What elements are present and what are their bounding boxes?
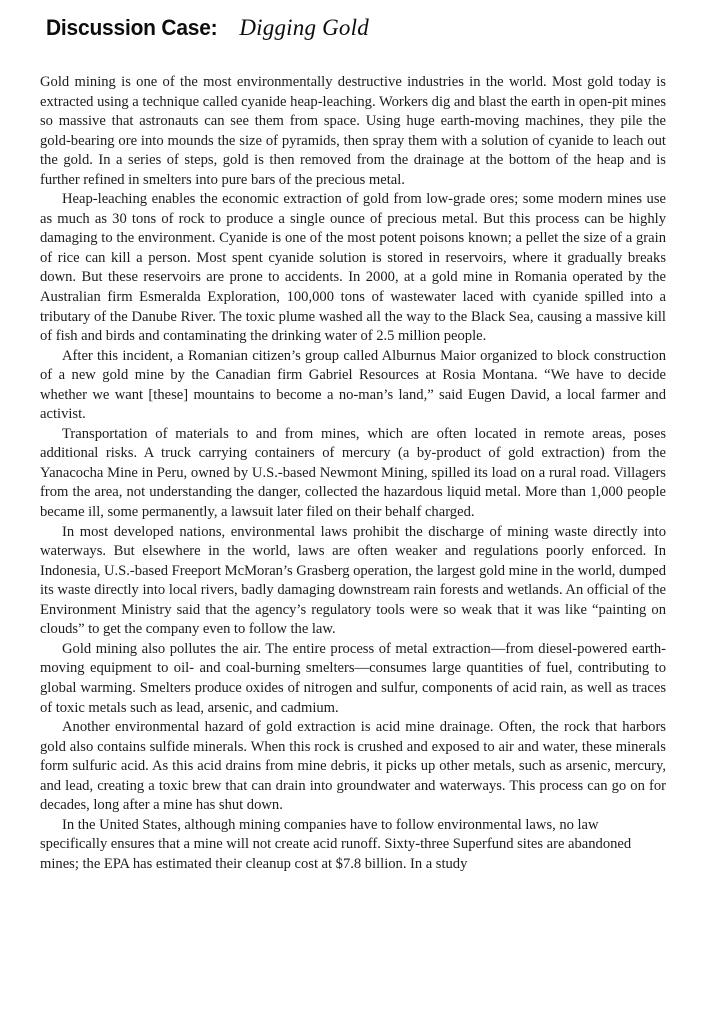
page-content (40, 0, 666, 872)
paragraph: In most developed nations, environmental laws prohibit the discharge of mining waste directly into waterways. But elsewhere in the world, laws are often weaker and regulations poorly enforced. In Indonesia, U.S.-based Freeport McMoran’s Grasberg operation, the largest gold mine in the world, dumped its waste directly into local rivers, badly damaging downstream rain forests and wetlands. An official of the Environment Ministry said that the agency’s regulatory tools were so weak that it was like “painting on clouds” to get the company even to follow the law. (40, 523, 666, 638)
paragraph: In the United States, although mining companies have to follow environmental laws, no law specifically ensures that a mine will not create acid runoff. Sixty-three Superfund sites are abandoned mines; the EPA has estimated their cleanup cost at $7.8 billion. In a study (40, 816, 632, 872)
page-title-case-name: Digging Gold (239, 15, 369, 40)
page-title (46, 15, 672, 41)
paragraph: Another environmental hazard of gold extraction is acid mine drainage. Often, the rock that harbors gold also contains sulfide minerals. When this rock is crushed and exposed to air and water, these minerals form sulfuric acid. As this acid drains from mine debris, it picks up other metals, such as arsenic, mercury, and lead, creating a toxic brew that can drain into groundwater and waterways. This process can go on for decades, long after a mine has shut down. (40, 719, 666, 814)
paragraph: After this incident, a Romanian citizen’s group called Alburnus Maior organized to block construction of a new gold mine by the Canadian firm Gabriel Resources at Rosia Montana. “We have to decide whether we want [these] mountains to become a no-man’s land,” said Eugen David, a local farmer and activist. (40, 347, 666, 423)
paragraph: Gold mining is one of the most environmentally destructive industries in the world. Most gold today is extracted using a technique called cyanide heap-leaching. Workers dig and blast the earth in open-pit mines so massive that astronauts can see them from space. Using huge earth-moving machines, they pile the gold-bearing ore into mounds the size of pyramids, then spray them with a solution of cyanide to leach out the gold. In a series of steps, gold is then removed from the drainage at the bottom of the heap and is further refined in smelters into pure bars of the precious metal. (40, 74, 666, 188)
paragraph: Transportation of materials to and from mines, which are often located in remote areas, poses additional risks. A truck carrying containers of mercury (a by-product of gold extraction) from the Yanacocha Mine in Peru, owned by U.S.-based Newmont Mining, spilled its load on a rural road. Villagers from the area, not understanding the danger, collected the hazardous liquid metal. More than 1,000 people became ill, some permanently, a lawsuit later filed on their behalf charged. (40, 425, 666, 521)
paragraph: Gold mining also pollutes the air. The entire process of metal extraction—from diesel-powered earth-moving equipment to oil- and coal-burning smelters—consumes large quantities of fuel, contributing to global warming. Smelters produce oxides of nitrogen and sulfur, components of acid rain, as well as traces of toxic metals such as lead, arsenic, and cadmium. (40, 640, 666, 716)
page-title-label: Discussion Case: (46, 15, 218, 40)
article-body (40, 73, 666, 874)
paragraph: Heap-leaching enables the economic extraction of gold from low-grade ores; some modern mines use as much as 30 tons of rock to produce a single ounce of precious metal. But this process can be highly damaging to the environment. Cyanide is one of the most potent poisons known; a pellet the size of a grain of rice can kill a person. Most spent cyanide solution is stored in reservoirs, where it gradually breaks down. But these reservoirs are prone to accidents. In 2000, at a gold mine in Romania operated by the Australian firm Esmeralda Exploration, 100,000 tons of wastewater laced with cyanide spilled into a tributary of the Danube River. The toxic plume washed all the way to the Black Sea, causing a massive kill of fish and birds and contaminating the drinking water of 2.5 million people. (40, 191, 666, 345)
